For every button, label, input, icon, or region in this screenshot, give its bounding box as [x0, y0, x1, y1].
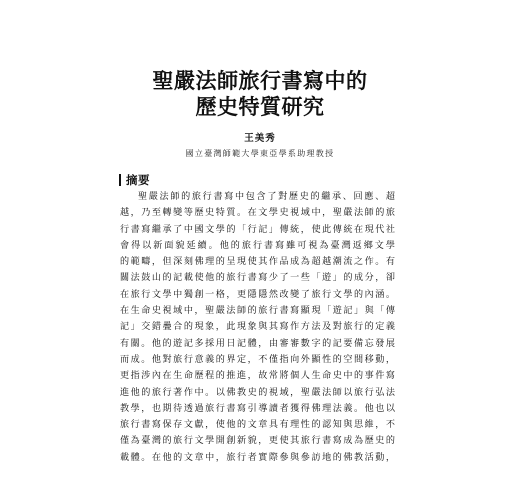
abstract-line: 會得以新面貌延續。他的旅行書寫雖可視為臺灣返鄉文學: [120, 240, 395, 251]
title-line-1: 聖嚴法師旅行書寫中的: [152, 69, 368, 93]
title-line-2: 歷史特質研究: [195, 95, 325, 119]
abstract-heading-label: 摘要: [126, 173, 150, 187]
abstract-line: 關法鼓山的記載使他的旅行書寫少了一些「遊」的成分，卻: [120, 273, 395, 284]
abstract-line: 更指涉內在生命歷程的推進，故常將個人生命史中的事件寫: [120, 371, 395, 382]
paper-title: [0, 68, 520, 120]
abstract-line: 的範疇，但深刻佛理的呈現使其作品成為超越潮流之作。有: [120, 257, 395, 268]
abstract-line: 而成。他對旅行意義的界定，不僅指向外顯性的空間移動，: [120, 354, 395, 365]
abstract-line: 載體。在他的文章中，旅行者實際參與參訪地的佛教活動，: [120, 452, 395, 463]
abstract-line: 僅為臺灣的旅行文學開創新貌，更使其旅行書寫成為歷史的: [120, 436, 395, 447]
abstract-line: 聖嚴法師的旅行書寫中包含了對歷史的繼承、回應、超: [138, 192, 395, 202]
author-name: 王美秀: [244, 133, 276, 144]
abstract-line: 教學，也期待透過旅行書寫引導讀者獲得佛理法義。他也以: [120, 403, 395, 414]
abstract-line: 在旅行文學中獨創一格，更隱隱然改變了旅行文學的內涵。: [120, 289, 395, 300]
abstract-body: [120, 189, 395, 466]
author-affiliation: 國立臺灣師範大學東亞學系助理教授: [185, 149, 335, 158]
abstract-line: 有關。他的遊記多採用日記體，由審審數字的記要備忘發展: [120, 338, 395, 349]
abstract-heading: [119, 172, 150, 188]
abstract-line: 記」交錯疊合的現象，此現象與其寫作方法及對旅行的定義: [120, 322, 395, 333]
abstract-line: 旅行書寫保存文獻，使他的文章具有理性的認知與思維，不: [120, 420, 395, 431]
abstract-line: 行書寫繼承了中國文學的「行記」傳統，使此傳統在現代社: [120, 224, 395, 235]
heading-marker-bar: [119, 174, 121, 186]
abstract-line: 進他的旅行著作中。以佛教史的視域，聖嚴法師以旅行弘法: [120, 387, 395, 398]
abstract-line: 在生命史視域中，聖嚴法師的旅行書寫顯現「遊記」與「傳: [120, 306, 395, 317]
abstract-line: 越，乃至轉變等歷史特質。在文學史視域中，聖嚴法師的旅: [120, 208, 395, 219]
